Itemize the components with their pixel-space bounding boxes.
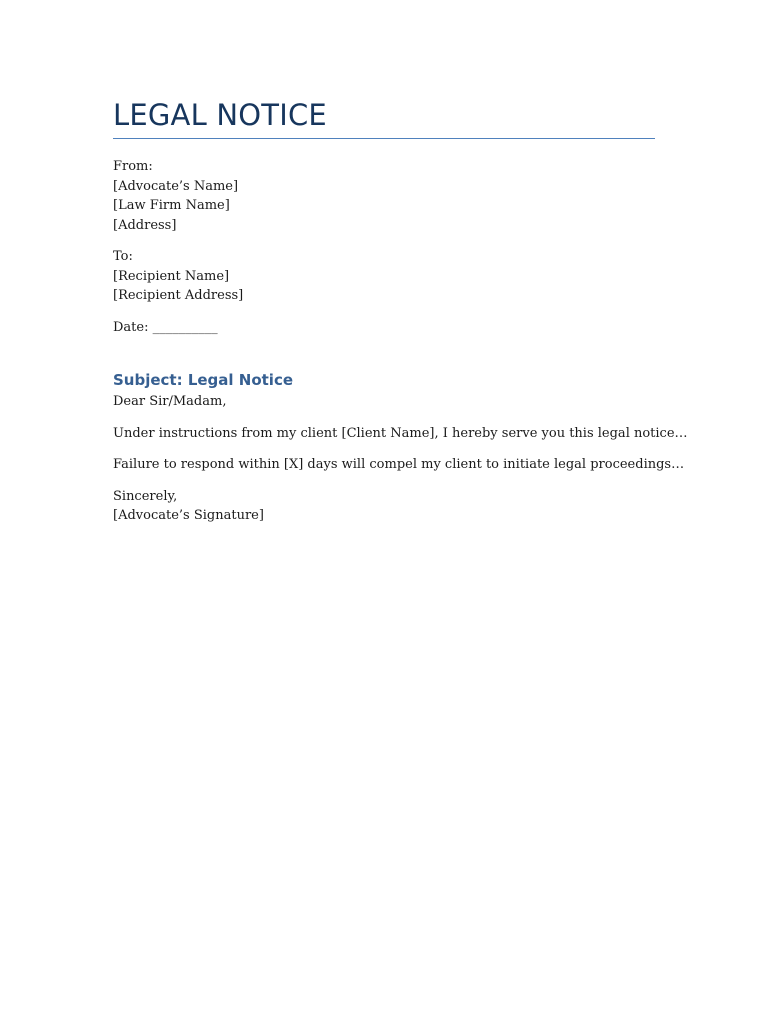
closing-block [113, 487, 655, 526]
date-text: Date: __________ [113, 319, 218, 335]
paragraph-2-text: Failure to respond within [X] days will compel my client to initiate legal proceedings… [113, 457, 685, 472]
law-firm-name: [Law Firm Name] [113, 198, 230, 213]
paragraph-1 [113, 424, 688, 444]
to-label: To: [113, 249, 133, 264]
from-block [113, 157, 655, 235]
sender-address: [Address] [113, 217, 177, 233]
from-label: From: [113, 159, 153, 174]
salutation [113, 392, 655, 412]
advocate-name: [Advocate’s Name] [113, 178, 239, 194]
document-title: LEGAL NOTICE [113, 96, 655, 139]
document-content [113, 96, 688, 526]
date-line [113, 318, 655, 338]
subject-heading: Subject: Legal Notice [113, 371, 294, 389]
recipient-name: [Recipient Name] [113, 268, 230, 284]
salutation-text: Dear Sir/Madam, [113, 394, 227, 409]
paragraph-2 [113, 455, 685, 475]
closing-text: Sincerely, [113, 488, 178, 504]
paragraph-1-text: Under instructions from my client [Client Name], I hereby serve you this legal notice… [113, 425, 688, 441]
signature-placeholder: [Advocate’s Signature] [113, 508, 264, 523]
to-block [113, 247, 655, 306]
recipient-address: [Recipient Address] [113, 288, 244, 303]
